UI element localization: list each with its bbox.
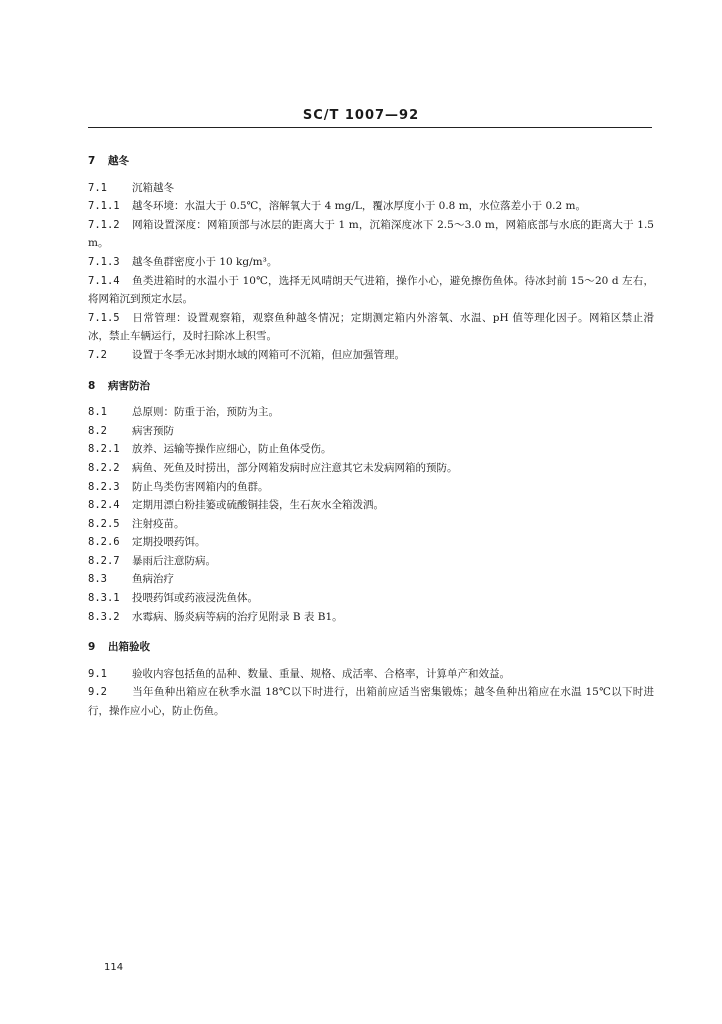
clause [88, 459, 654, 478]
clause-text: 越冬鱼群密度小于 10 kg/m³。 [132, 255, 278, 268]
clause-text: 验收内容包括鱼的品种、数量、重量、规格、成活率、合格率，计算单产和效益。 [132, 667, 510, 680]
section-heading: 病害防治 [108, 379, 150, 392]
section-heading: 出箱验收 [108, 641, 150, 654]
clause-text: 放养、运输等操作应细心，防止鱼体受伤。 [132, 443, 332, 456]
clause-number: 8.2 [88, 424, 107, 437]
clause-text: 投喂药饵或药液浸洗鱼体。 [132, 592, 258, 605]
page-number: 114 [104, 962, 124, 973]
clause [88, 496, 654, 515]
section-title [88, 377, 654, 396]
clause-number: 7.1.5 [88, 311, 120, 324]
clause-text: 沉箱越冬 [132, 181, 174, 194]
clause-text: 当年鱼种出箱应在秋季水温 18℃以下时进行，出箱前应适当密集锻炼；越冬鱼种出箱应在水温 15℃以下时进行，操作应小心，防止伤鱼。 [88, 686, 654, 718]
header-rule [88, 127, 652, 128]
section-number: 7 [88, 155, 96, 167]
section-number: 8 [88, 379, 96, 392]
clause-text: 定期用漂白粉挂篓或硫酸铜挂袋，生石灰水全箱泼洒。 [132, 499, 384, 512]
clause [88, 272, 654, 309]
clause-number: 8.2.4 [88, 499, 120, 512]
clause-text: 病鱼、死鱼及时捞出，部分网箱发病时应注意其它未发病网箱的预防。 [132, 461, 458, 474]
clause-text: 防止鸟类伤害网箱内的鱼群。 [132, 480, 269, 493]
clause-number: 9.1 [88, 667, 107, 680]
clause-number: 8.2.3 [88, 480, 120, 493]
clause [88, 589, 654, 608]
section-title [88, 638, 654, 657]
clause [88, 197, 654, 216]
section-title [88, 152, 654, 171]
clause [88, 552, 654, 571]
clause-number: 7.1 [88, 181, 107, 194]
clause [88, 403, 654, 422]
clause-text: 注射疫苗。 [132, 517, 185, 530]
clause-text: 病害预防 [132, 424, 174, 437]
document-body [88, 148, 654, 721]
clause-number: 8.2.6 [88, 536, 120, 549]
clause-text: 总原则：防重于治，预防为主。 [132, 406, 279, 419]
clause-text: 鱼类进箱时的水温小于 10℃，选择无风晴朗天气进箱，操作小心，避免擦伤鱼体。待冰封前 15～20 d 左右，将网箱沉到预定水层。 [88, 274, 654, 306]
clause-text: 鱼病治疗 [132, 573, 174, 586]
clause [88, 253, 654, 272]
section-number: 9 [88, 641, 96, 654]
clause [88, 346, 654, 365]
clause-number: 7.1.2 [88, 218, 120, 231]
clause-text: 越冬环境：水温大于 0.5℃，溶解氧大于 4 mg/L，覆冰厚度小于 0.8 m，水位落差小于 0.2 m。 [132, 200, 586, 213]
page-header-code: SC/T 1007—92 [302, 108, 420, 123]
clause-number: 8.3 [88, 573, 107, 586]
clause-text: 定期投喂药饵。 [132, 536, 206, 549]
clause [88, 309, 654, 346]
section-gap [88, 626, 654, 634]
clause [88, 216, 654, 253]
clause [88, 478, 654, 497]
clause [88, 570, 654, 589]
clause [88, 533, 654, 552]
clause-number: 9.2 [88, 686, 107, 699]
clause [88, 440, 654, 459]
clause-number: 7.1.4 [88, 274, 120, 287]
clause-number: 8.2.5 [88, 517, 120, 530]
clause-text: 日常管理：设置观察箱，观察鱼种越冬情况；定期测定箱内外溶氧、水温、pH 值等理化因子。网箱区禁止滑冰，禁止车辆运行，及时扫除冰上积雪。 [88, 311, 654, 343]
clause-number: 7.2 [88, 348, 107, 361]
clause [88, 683, 654, 720]
clause-text: 水霉病、肠炎病等病的治疗见附录 B 表 B1。 [132, 610, 343, 623]
section-gap [88, 365, 654, 373]
clause [88, 608, 654, 627]
clause [88, 422, 654, 441]
clause-number: 8.2.7 [88, 554, 120, 567]
clause-text: 网箱设置深度：网箱顶部与冰层的距离大于 1 m，沉箱深度冰下 2.5～3.0 m，网箱底部与水底的距离大于 1.5 m。 [88, 218, 654, 250]
section-heading: 越冬 [108, 155, 129, 167]
clause-number: 8.2.2 [88, 461, 120, 474]
clause-text: 暴雨后注意防病。 [132, 554, 216, 567]
clause-number: 8.1 [88, 406, 107, 419]
clause-number: 7.1.1 [88, 200, 120, 213]
clause-number: 8.2.1 [88, 443, 120, 456]
clause-text: 设置于冬季无冰封期水域的网箱可不沉箱，但应加强管理。 [132, 348, 405, 361]
clause [88, 665, 654, 684]
clause-number: 8.3.1 [88, 592, 120, 605]
clause-number: 8.3.2 [88, 610, 120, 623]
clause [88, 179, 654, 198]
clause [88, 515, 654, 534]
clause-number: 7.1.3 [88, 255, 120, 268]
